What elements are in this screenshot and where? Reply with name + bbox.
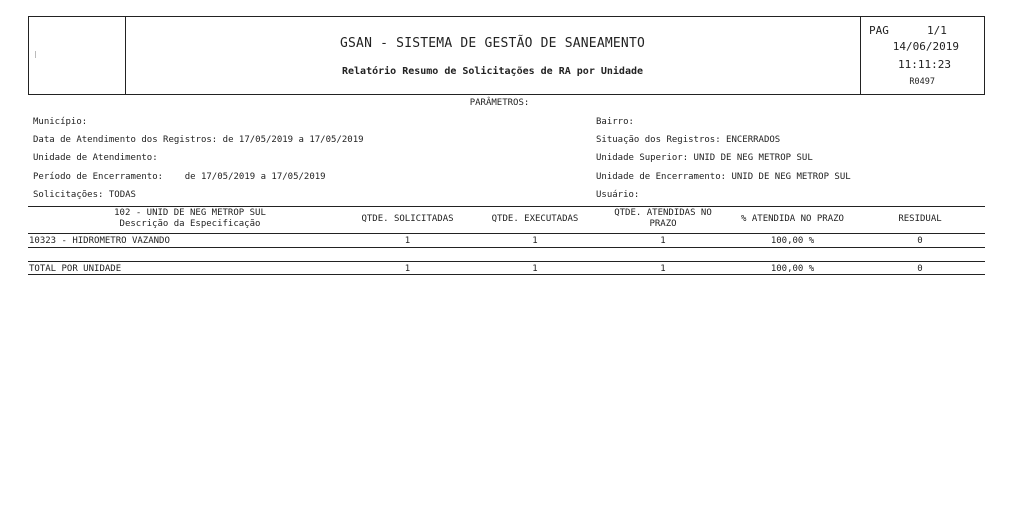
row-residual: 0 — [917, 236, 923, 246]
row-solicitadas: 1 — [404, 236, 411, 246]
total-residual: 0 — [917, 264, 923, 274]
row-atendidas-prazo: 1 — [660, 236, 666, 246]
column-header-atendidas-prazo: QTDE. ATENDIDAS NO PRAZO — [614, 208, 712, 229]
report-header — [28, 16, 985, 95]
row-separator — [28, 247, 985, 248]
param-data-atendimento: Data de Atendimento dos Registros: de 17/05/2019 a 17/05/2019 — [33, 135, 364, 145]
logo-placeholder-icon — [35, 51, 36, 58]
parameters-title: PARÂMETROS: — [469, 98, 530, 108]
total-label: TOTAL POR UNIDADE — [29, 264, 122, 274]
column-header-descricao: Descrição da Especificação — [119, 219, 261, 229]
table-top-border — [28, 206, 985, 207]
column-header-percentual-prazo: % ATENDIDA NO PRAZO — [741, 214, 844, 224]
total-atendidas-prazo: 1 — [660, 264, 666, 274]
page-number: 1/1 — [927, 24, 947, 37]
param-usuario: Usuário: — [596, 190, 640, 200]
row-percentual-prazo: 100,00 % — [770, 236, 815, 246]
total-solicitadas: 1 — [404, 264, 411, 274]
param-periodo-encerramento: Período de Encerramento: de 17/05/2019 a 17/05/2019 — [33, 172, 326, 182]
header-bottom-border — [28, 233, 985, 234]
total-percentual-prazo: 100,00 % — [770, 264, 815, 274]
param-situacao: Situação dos Registros: ENCERRADOS — [596, 135, 781, 145]
column-header-executadas: QTDE. EXECUTADAS — [491, 214, 579, 224]
page-label: PAG — [869, 24, 889, 37]
report-system-title: GSAN - SISTEMA DE GESTÃO DE SANEAMENTO — [339, 36, 645, 51]
report-date: 14/06/2019 — [892, 40, 959, 53]
column-header-solicitadas: QTDE. SOLICITADAS — [361, 214, 454, 224]
row-descricao: 10323 - HIDROMETRO VAZANDO — [29, 236, 170, 246]
report-code: R0497 — [909, 77, 935, 87]
report-info-cell — [860, 17, 985, 94]
unit-header: 102 - UNID DE NEG METROP SUL — [114, 208, 266, 218]
param-solicitacoes: Solicitações: TODAS — [33, 190, 136, 200]
total-top-border — [28, 261, 985, 262]
row-executadas: 1 — [532, 236, 538, 246]
total-bottom-border — [28, 274, 985, 275]
total-executadas: 1 — [532, 264, 538, 274]
param-unidade-superior: Unidade Superior: UNID DE NEG METROP SUL — [596, 153, 813, 163]
param-unidade-atendimento: Unidade de Atendimento: — [33, 153, 158, 163]
column-header-residual: RESIDUAL — [898, 214, 942, 224]
param-unidade-encerramento: Unidade de Encerramento: UNID DE NEG METROP SUL — [596, 172, 851, 182]
report-time: 11:11:23 — [898, 58, 951, 71]
logo-cell — [29, 17, 126, 94]
param-bairro: Bairro: — [596, 117, 634, 127]
report-title: Relatório Resumo de Solicitações de RA por Unidade — [341, 66, 644, 77]
param-municipio: Município: — [33, 117, 88, 127]
